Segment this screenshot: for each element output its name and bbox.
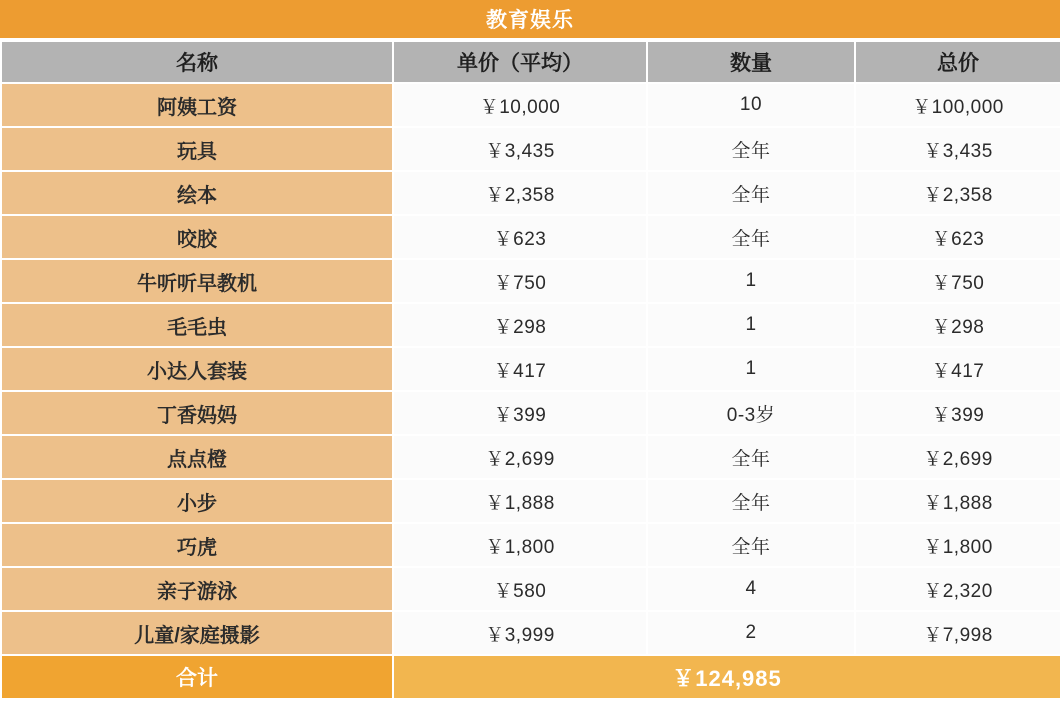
cell-total-price: ￥399 (855, 391, 1060, 435)
table-row (1, 215, 1060, 259)
cell-total-price: ￥2,699 (855, 435, 1060, 479)
cell-item-name: 小步 (1, 479, 393, 523)
cell-item-name: 巧虎 (1, 523, 393, 567)
cell-unit-price: ￥1,888 (393, 479, 647, 523)
table-body (1, 83, 1060, 655)
table-row (1, 83, 1060, 127)
cell-quantity: 4 (647, 567, 855, 611)
cell-item-name: 玩具 (1, 127, 393, 171)
cell-total-price: ￥1,800 (855, 523, 1060, 567)
table-row (1, 347, 1060, 391)
cell-unit-price: ￥3,435 (393, 127, 647, 171)
table-row (1, 479, 1060, 523)
table-total-row (1, 655, 1060, 699)
cell-quantity: 全年 (647, 215, 855, 259)
cell-item-name: 咬胶 (1, 215, 393, 259)
cell-quantity: 1 (647, 259, 855, 303)
cell-total-price: ￥298 (855, 303, 1060, 347)
table-row (1, 391, 1060, 435)
cell-unit-price: ￥623 (393, 215, 647, 259)
expense-table (0, 40, 1060, 700)
cell-unit-price: ￥2,699 (393, 435, 647, 479)
column-header-qty: 数量 (647, 41, 855, 83)
cell-item-name: 点点橙 (1, 435, 393, 479)
cell-quantity: 全年 (647, 171, 855, 215)
column-header-price: 单价（平均） (393, 41, 647, 83)
cell-item-name: 丁香妈妈 (1, 391, 393, 435)
table-row (1, 303, 1060, 347)
cell-quantity: 全年 (647, 523, 855, 567)
cell-quantity: 2 (647, 611, 855, 655)
cell-quantity: 1 (647, 303, 855, 347)
cell-total-price: ￥3,435 (855, 127, 1060, 171)
cell-unit-price: ￥3,999 (393, 611, 647, 655)
table-row (1, 259, 1060, 303)
cell-total-price: ￥623 (855, 215, 1060, 259)
table-header-row (1, 41, 1060, 83)
table-title: 教育娱乐 (0, 0, 1060, 40)
table-row (1, 523, 1060, 567)
cell-unit-price: ￥417 (393, 347, 647, 391)
cell-item-name: 小达人套装 (1, 347, 393, 391)
cell-unit-price: ￥10,000 (393, 83, 647, 127)
cell-total-price: ￥750 (855, 259, 1060, 303)
cell-item-name: 牛听听早教机 (1, 259, 393, 303)
cell-unit-price: ￥580 (393, 567, 647, 611)
total-amount: ￥124,985 (393, 655, 1060, 699)
cell-total-price: ￥2,358 (855, 171, 1060, 215)
table-row (1, 435, 1060, 479)
table-row (1, 611, 1060, 655)
cell-total-price: ￥417 (855, 347, 1060, 391)
cell-unit-price: ￥399 (393, 391, 647, 435)
table-row (1, 171, 1060, 215)
cell-unit-price: ￥750 (393, 259, 647, 303)
total-label: 合计 (1, 655, 393, 699)
cell-unit-price: ￥1,800 (393, 523, 647, 567)
cell-quantity: 全年 (647, 435, 855, 479)
cell-item-name: 亲子游泳 (1, 567, 393, 611)
cell-unit-price: ￥298 (393, 303, 647, 347)
cell-item-name: 儿童/家庭摄影 (1, 611, 393, 655)
cell-item-name: 毛毛虫 (1, 303, 393, 347)
cell-item-name: 阿姨工资 (1, 83, 393, 127)
cell-total-price: ￥1,888 (855, 479, 1060, 523)
cell-quantity: 1 (647, 347, 855, 391)
column-header-name: 名称 (1, 41, 393, 83)
cell-unit-price: ￥2,358 (393, 171, 647, 215)
cell-total-price: ￥7,998 (855, 611, 1060, 655)
cell-quantity: 0-3岁 (647, 391, 855, 435)
column-header-total: 总价 (855, 41, 1060, 83)
table-row (1, 567, 1060, 611)
cell-quantity: 10 (647, 83, 855, 127)
cell-quantity: 全年 (647, 127, 855, 171)
cell-total-price: ￥2,320 (855, 567, 1060, 611)
cell-item-name: 绘本 (1, 171, 393, 215)
table-row (1, 127, 1060, 171)
cell-total-price: ￥100,000 (855, 83, 1060, 127)
cell-quantity: 全年 (647, 479, 855, 523)
